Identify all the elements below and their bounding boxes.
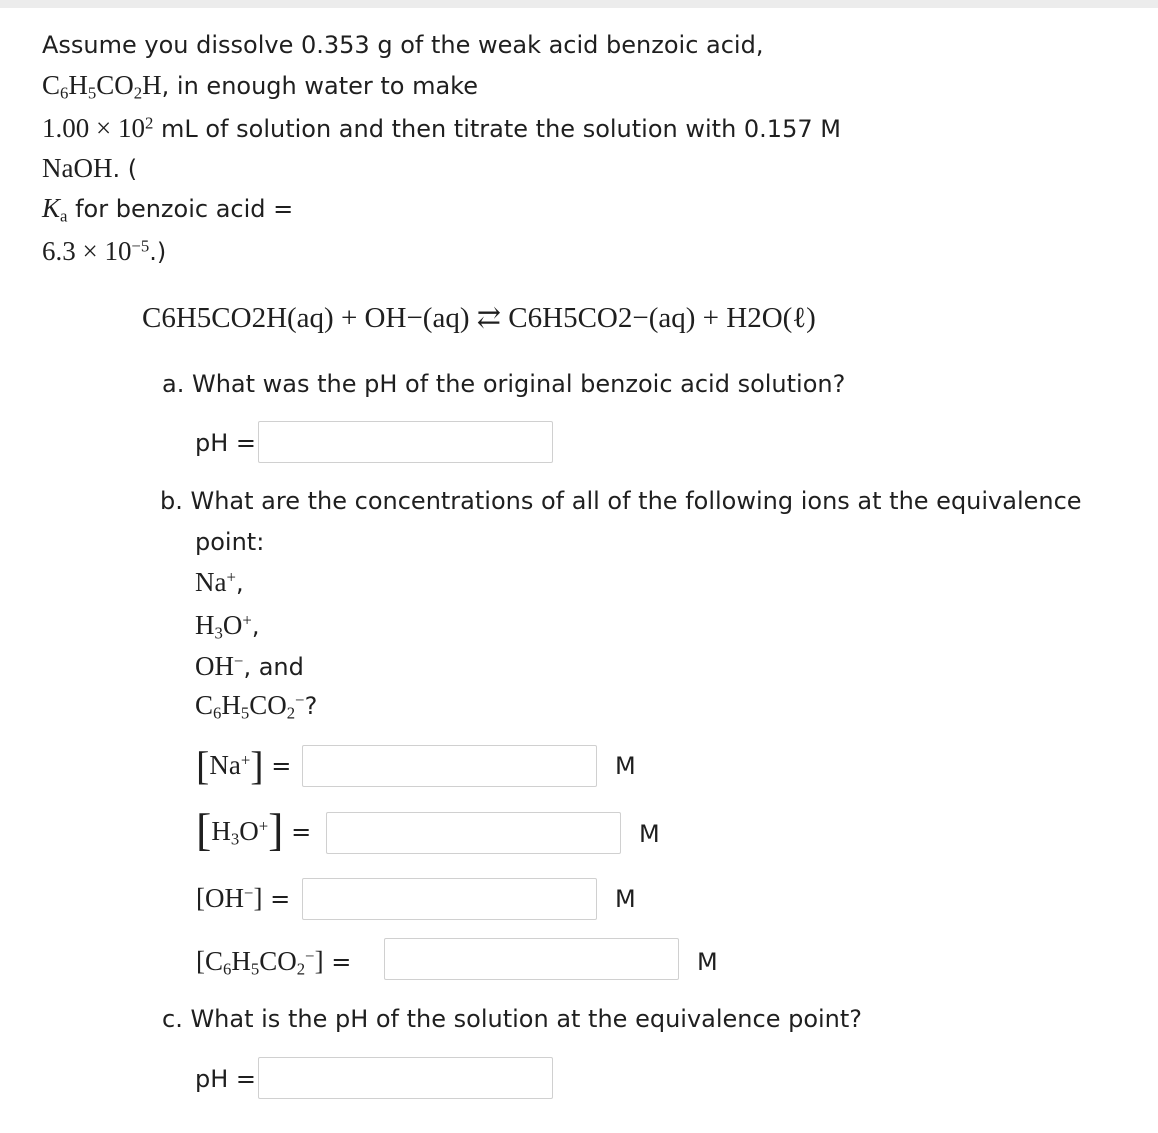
ka-mantissa: 6.3	[42, 236, 76, 266]
ka-value: $6.3 \times 10^{-5}$	[42, 236, 150, 266]
oh-unit: M	[615, 885, 636, 913]
ion-list-benzoate	[195, 690, 317, 721]
part-a-ph-label: pH =	[195, 429, 257, 457]
ion-oh-formula: OH−	[195, 651, 244, 681]
ka-label: for benzoic acid =	[67, 195, 294, 223]
intro-line-2	[42, 70, 478, 101]
ion-na-formula: Na+	[195, 567, 236, 597]
intro-line-6	[42, 236, 166, 267]
h3o-concentration-formula: $[H_3O^+]$	[196, 804, 284, 855]
intro-line-5	[42, 193, 293, 224]
ion-h3o-formula: $H_3O^+$	[195, 610, 252, 643]
na-unit: M	[615, 752, 636, 780]
h3o-concentration-label: $[H_3O^+]$ =	[196, 804, 312, 855]
ka-suffix: .)	[149, 238, 167, 266]
ion-na-sep: ,	[235, 569, 244, 597]
part-c-question: c. What is the pH of the solution at the equivalence point?	[162, 1005, 863, 1033]
intro-line-4	[42, 153, 137, 184]
ion-benzoate-formula: $C_6H_5CO_2^-$	[195, 690, 305, 723]
h3o-unit: M	[639, 820, 660, 848]
intro-line-3-text: mL of solution and then titrate the solution with 0.157 M	[153, 115, 841, 143]
oh-concentration-label: [OH−] =	[196, 883, 291, 913]
benzoate-unit: M	[697, 948, 718, 976]
intro-line-1: Assume you dissolve 0.353 g of the weak acid benzoic acid,	[42, 31, 764, 59]
ion-list-na	[195, 567, 244, 598]
part-b-question-line-1: b. What are the concentrations of all of the following ions at the equivalence	[160, 487, 1082, 515]
ion-benzoate-question: ?	[304, 692, 318, 720]
part-b-question-line-2: point:	[195, 528, 265, 556]
reaction-equation: C6H5CO2H(aq) + OH−(aq) ⇄ C6H5CO2−(aq) + H2O(ℓ)	[142, 302, 816, 334]
ion-list-oh	[195, 651, 304, 682]
benzoate-concentration-formula: $[C_6H_5CO_2^-]$	[196, 946, 324, 979]
naoh-formula: NaOH	[42, 153, 113, 183]
na-concentration-formula: [Na+]	[196, 743, 264, 788]
intro-line-2-text: , in enough water to make	[161, 72, 478, 100]
oh-concentration-input[interactable]	[302, 878, 597, 920]
part-a-question: a. What was the pH of the original benzoic acid solution?	[162, 370, 846, 398]
ka-symbol: $K_a$	[42, 193, 68, 226]
ion-list-h3o	[195, 610, 259, 641]
top-bar	[0, 0, 1158, 8]
h3o-concentration-input[interactable]	[326, 812, 621, 854]
na-concentration-label: [Na+] =	[196, 743, 292, 788]
intro-line-3	[42, 113, 841, 144]
part-a-ph-input[interactable]	[258, 421, 553, 463]
ion-oh-sep: , and	[243, 653, 304, 681]
benzoic-acid-formula: $C_6H_5CO_2H$	[42, 70, 162, 103]
benzoate-concentration-input[interactable]	[384, 938, 679, 980]
naoh-suffix: . (	[112, 155, 138, 183]
benzoate-concentration-label: $[C_6H_5CO_2^-]$ =	[196, 946, 352, 979]
volume-value: $1.00 \times 10^2$	[42, 113, 154, 143]
volume-mantissa: 1.00	[42, 113, 90, 143]
ka-exponent: −5	[131, 236, 150, 256]
volume-exponent: 2	[144, 113, 154, 133]
part-c-ph-input[interactable]	[258, 1057, 553, 1099]
ion-h3o-sep: ,	[251, 612, 260, 640]
na-concentration-input[interactable]	[302, 745, 597, 787]
part-c-ph-label: pH =	[195, 1065, 257, 1093]
oh-concentration-formula: [OH−]	[196, 883, 263, 913]
